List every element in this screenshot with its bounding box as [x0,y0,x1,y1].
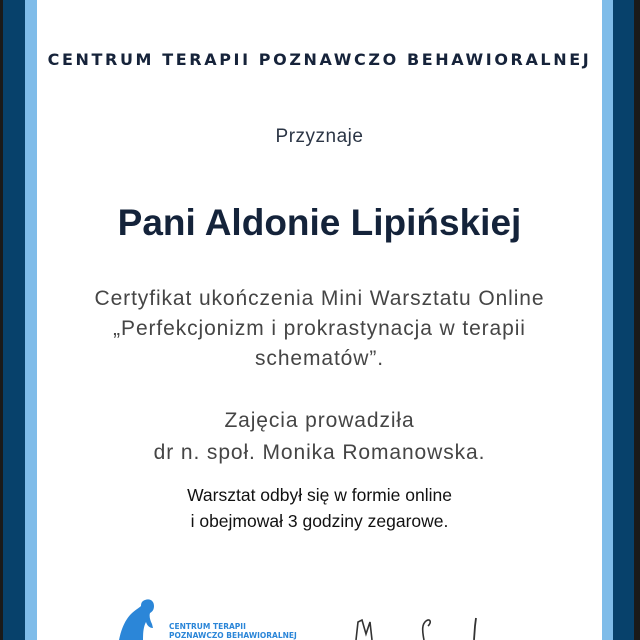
logo-text [169,622,297,640]
certificate-description [37,284,602,374]
signature-icon [352,612,492,640]
workshop-info-line: i obejmował 3 godziny zegarowe. [190,511,449,531]
organization-title: CENTRUM TERAPII POZNAWCZO BEHAWIORALNEJ [47,50,592,69]
frame-light-border-left [25,0,37,640]
certificate-line: schematów”. [255,347,384,370]
workshop-info-line: Warsztat odbył się w formie online [187,485,452,505]
frame-light-border-right [602,0,613,640]
certificate-line: „Perfekcjonizm i prokrastynacja w terapii [113,317,526,340]
instructor-info [37,405,602,469]
certificate-paper [37,0,602,640]
recipient-name: Pani Aldonie Lipińskiej [117,202,522,243]
awards-label: Przyznaje [275,126,364,147]
instructor-line: Zajęcia prowadziła [224,409,415,432]
thinker-icon [119,598,169,640]
certificate-line: Certyfikat ukończenia Mini Warsztatu Online [94,287,545,310]
organization-logo [119,598,319,640]
instructor-line: dr n. społ. Monika Romanowska. [153,441,486,464]
signature [352,612,492,640]
logo-text-line: POZNAWCZO BEHAWIORALNEJ [169,631,297,640]
workshop-info [37,482,602,534]
logo-text-line: CENTRUM TERAPII [169,622,246,631]
